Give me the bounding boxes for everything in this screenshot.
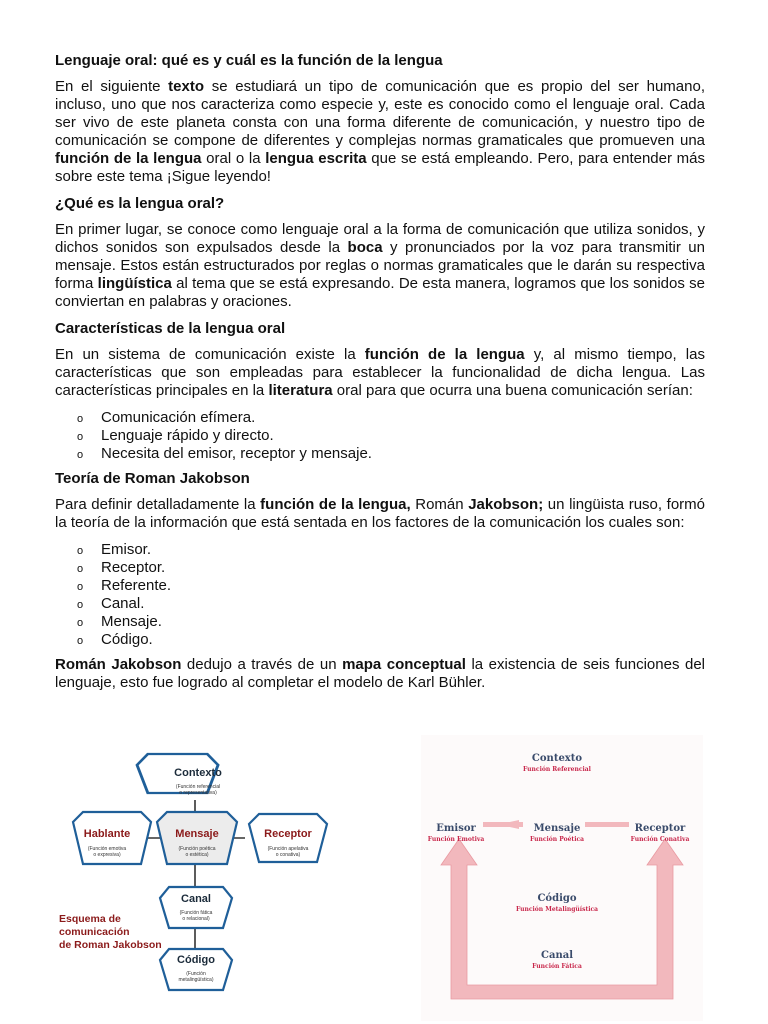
document-body: [55, 52, 705, 701]
node-mensaje-title: Mensaje: [175, 828, 219, 840]
node-receptor-title: Receptor: [264, 828, 312, 840]
text-run: Román: [410, 496, 469, 513]
node-canal-title: Canal: [181, 893, 211, 905]
node-hablante-sub1: (Función emotiva: [87, 846, 127, 852]
receptor-title: Receptor: [634, 823, 686, 834]
text-run: En primer lugar, se conoce como lenguaje oral a la forma de comunicación que utiliza sonidos, y dichos sonidos son expulsados desde la: [55, 221, 705, 256]
list-caracteristicas: [55, 409, 705, 463]
text-run: Para definir detalladamente la: [55, 496, 261, 513]
node-canal-sub2: o relacional): [182, 916, 210, 922]
node-contexto-2: [523, 753, 592, 773]
node-contexto-sub2: o representativa): [179, 790, 217, 796]
paragraph-definition: [55, 221, 705, 311]
contexto-function: Función Referencial: [523, 766, 591, 773]
node-receptor-sub1: (Función apelativa: [267, 846, 309, 852]
node-hablante: [73, 812, 151, 864]
list-item: o Emisor.: [101, 541, 705, 559]
node-mensaje: [157, 812, 237, 864]
bold-term: función de la lengua: [364, 346, 525, 363]
node-hablante-sub2: o expresiva): [93, 852, 121, 858]
node-codigo-sub1: (Función: [186, 971, 206, 977]
list-item: o Canal.: [101, 595, 705, 613]
text-run: y, al mismo tiempo, las características que son empleadas para establecer la funcionalidad de dicha lengua. Las características principales en la: [55, 346, 705, 399]
bold-term: Román Jakobson: [55, 656, 182, 673]
list-item: o Comunicación efímera.: [101, 409, 705, 427]
caption-line: comunicación: [59, 926, 130, 938]
bold-term: texto: [168, 78, 205, 95]
emisor-title: Emisor: [436, 823, 476, 834]
emisor-function: Función Emotiva: [427, 836, 485, 843]
paragraph-intro: [55, 78, 705, 186]
list-item: o Lenguaje rápido y directo.: [101, 427, 705, 445]
text-run: se estudiará un tipo de comunicación que es propio del ser humano, incluso, uno que nos caracteriza como especie y, este es conocido como el lenguaje oral. Cada ser vivo de este planeta consta con una forma diferente de comunicación, y nuestro tipo de comunicación se compone de diferentes y complejas normas gramaticales que promueven una: [55, 78, 705, 149]
node-receptor: [249, 814, 327, 862]
contexto-title: Contexto: [531, 753, 583, 764]
paragraph-caracteristicas: [55, 346, 705, 400]
bold-term: función de la lengua,: [260, 496, 411, 513]
node-hablante-title: Hablante: [83, 828, 131, 840]
node-receptor-wrapper: [245, 812, 331, 866]
text-run: un lingüista ruso, formó la teoría de la información que está sentada en los factores de la comunicación los cuales son:: [55, 496, 705, 531]
node-mensaje-sub2: o estética): [185, 852, 209, 858]
diagram-caption: [59, 913, 162, 951]
node-receptor-sub2: o conativa): [275, 852, 301, 858]
bold-term: lingüística: [97, 275, 172, 292]
bold-term: Jakobson;: [468, 496, 544, 513]
paragraph-mapa-conceptual: [55, 656, 705, 692]
mensaje-title: Mensaje: [533, 823, 581, 834]
list-item: o Receptor.: [101, 559, 705, 577]
caption-line: de Roman Jakobson: [59, 939, 162, 951]
caption-line: Esquema de: [59, 913, 121, 925]
bold-term: mapa conceptual: [342, 656, 466, 673]
heading-caracteristicas: Características de la lengua oral: [55, 320, 286, 337]
canal-title: Canal: [541, 950, 573, 961]
text-run: dedujo a través de un: [181, 656, 343, 673]
node-receptor-2: [631, 823, 690, 843]
node-canal-sub1: (Función fática: [179, 910, 213, 916]
node-contexto: [137, 754, 222, 796]
list-item: o Referente.: [101, 577, 705, 595]
heading-teoria-jakobson: Teoría de Roman Jakobson: [55, 470, 250, 487]
jakobson-functions-diagram: [421, 735, 703, 1021]
heading-que-es-lengua-oral: ¿Qué es la lengua oral?: [55, 195, 225, 212]
receptor-function: Función Conativa: [630, 836, 690, 843]
canal-function: Función Fática: [532, 963, 582, 970]
node-codigo: [160, 949, 232, 990]
heading-lenguaje-oral: Lenguaje oral: qué es y cuál es la función de la lengua: [55, 52, 443, 69]
text-run: En el siguiente: [55, 78, 169, 95]
list-item: o Necesita del emisor, receptor y mensaje.: [101, 445, 705, 463]
node-contexto-title: Contexto: [174, 767, 222, 779]
codigo-title: Código: [537, 893, 577, 904]
paragraph-jakobson: [55, 496, 705, 532]
text-run: oral o la: [201, 150, 266, 167]
node-codigo-title: Código: [177, 954, 215, 966]
bold-term: literatura: [268, 382, 333, 399]
node-mensaje-sub1: (Función poética: [178, 846, 216, 852]
text-run: En un sistema de comunicación existe la: [55, 346, 365, 363]
mensaje-function: Función Poética: [529, 836, 585, 843]
text-run: la existencia de seis funciones del lenguaje, esto fue logrado al completar el modelo de Karl Bühler.: [55, 656, 705, 691]
list-item: o Código.: [101, 631, 705, 649]
list-factores: [55, 541, 705, 649]
list-item: o Mensaje.: [101, 613, 705, 631]
node-codigo-sub2: metalingüística): [178, 977, 214, 983]
bold-term: boca: [347, 239, 383, 256]
text-run: y pronunciados por la voz para transmitir un mensaje. Estos están estructurados por reglas o normas gramaticales que le darán su respectiva forma: [55, 239, 705, 292]
bold-term: función de la lengua: [55, 150, 202, 167]
jakobson-schema-diagram: [55, 738, 245, 996]
node-mensaje-2: [530, 823, 584, 843]
text-run: que se está empleando. Pero, para entender más sobre este tema ¡Sigue leyendo!: [55, 150, 705, 185]
node-canal: [160, 887, 232, 928]
text-run: oral para que ocurra una buena comunicación serían:: [332, 382, 693, 399]
text-run: al tema que se está expresando. De esta manera, logramos que los sonidos se conviertan en palabras y oraciones.: [55, 275, 705, 310]
bold-term: lengua escrita: [265, 150, 367, 167]
node-contexto-sub1: (Función referencial: [175, 784, 221, 790]
codigo-function: Función Metalingüística: [515, 906, 599, 913]
